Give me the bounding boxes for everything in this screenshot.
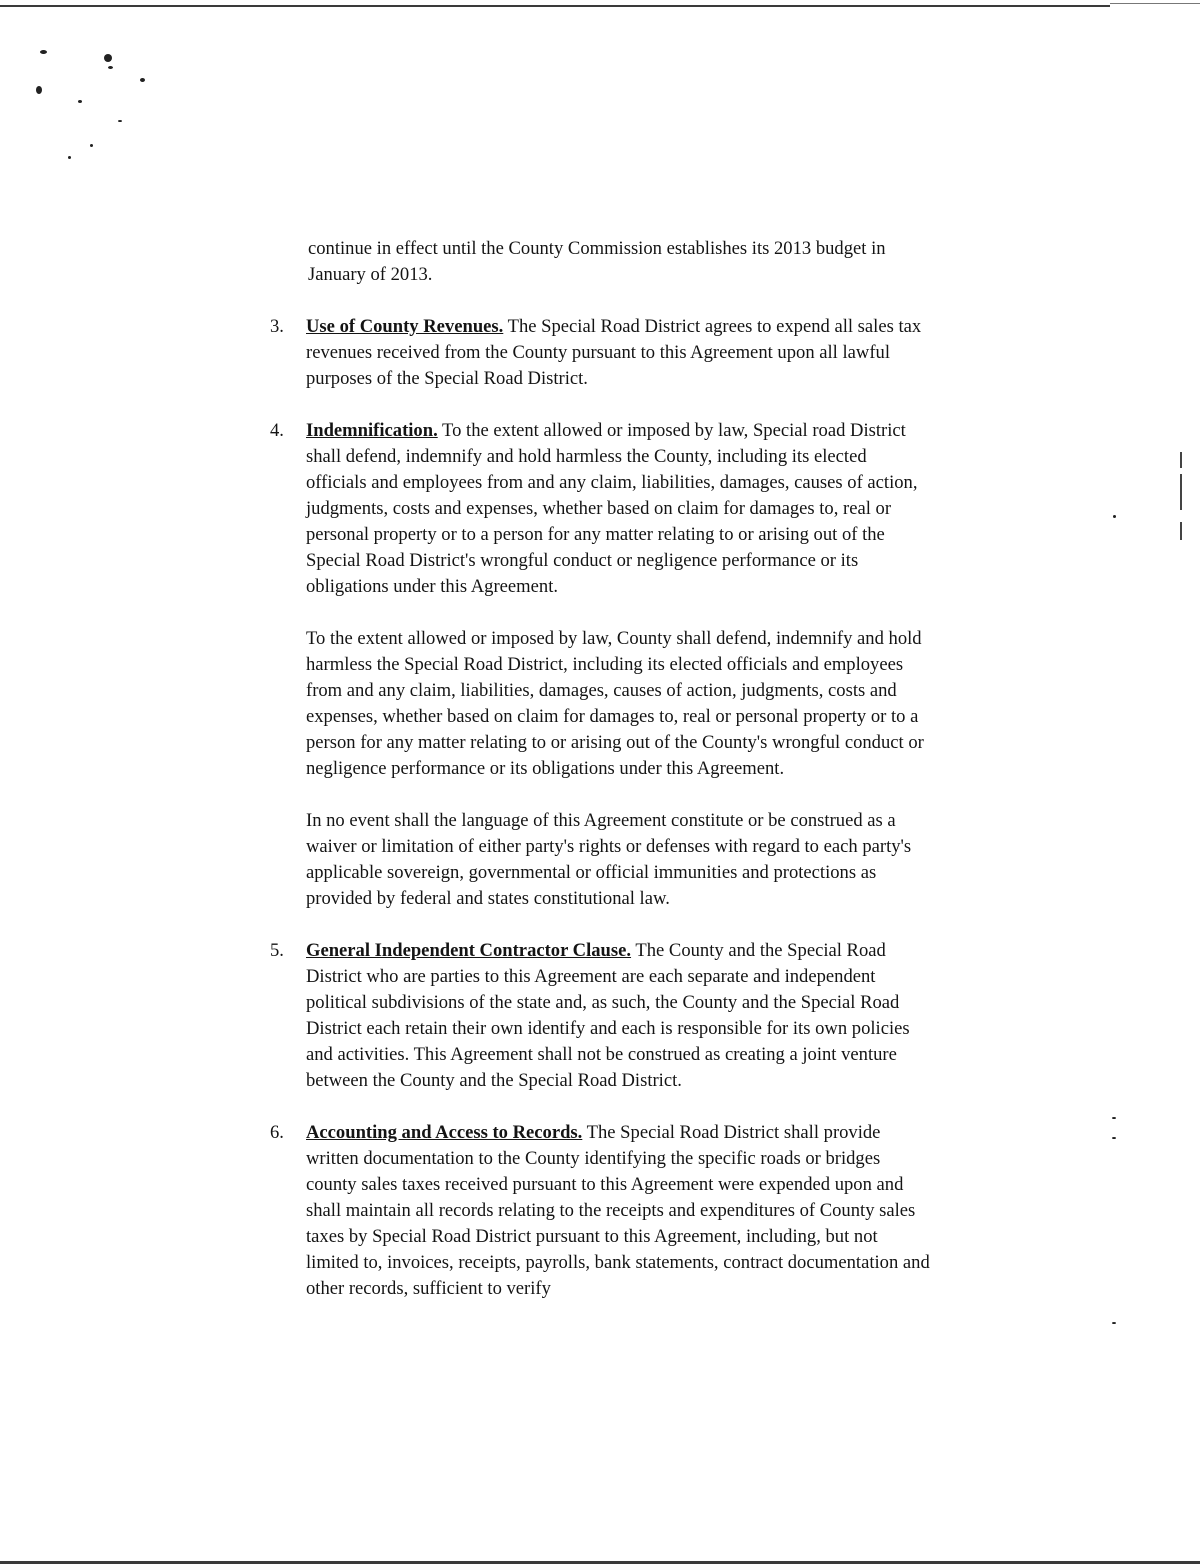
scan-speck	[36, 86, 42, 94]
scan-speck	[1112, 1322, 1116, 1324]
scan-speck	[1113, 515, 1116, 518]
section-number: 6.	[270, 1122, 284, 1143]
section-text: The Special Road District shall provide written documentation to the County identifying the specific roads or bridges county sales taxes received pursuant to this Agreement were expended upon and shall maintain all records relating to the receipts and expenditures of County sales taxes by Special Road District pursuant to this Agreement, including, but not limited to, invoices, receipts, payrolls, bank statements, contract documentation and other records, sufficient to verify	[306, 1122, 930, 1299]
scan-speck	[68, 156, 71, 159]
scan-edge-mark	[1180, 452, 1182, 468]
section-paragraph	[306, 418, 930, 600]
section-heading: Use of County Revenues.	[306, 316, 504, 337]
section-paragraph	[306, 938, 930, 1094]
scan-speck	[104, 54, 112, 62]
section-6	[270, 1120, 930, 1302]
scan-speck	[108, 66, 113, 69]
section-paragraph	[306, 1120, 930, 1302]
scan-speck	[140, 78, 145, 82]
section-4	[270, 418, 930, 912]
section-3	[270, 314, 930, 392]
section-number: 3.	[270, 316, 284, 337]
section-paragraph: In no event shall the language of this Agreement constitute or be construed as a waiver or limitation of either party's rights or defenses with regard to each party's applicable sovereign, governmental or official immunities and protections as provided by federal and states constitutional law.	[306, 810, 912, 909]
scan-border-top	[0, 5, 1110, 7]
section-5	[270, 938, 930, 1094]
section-text: The County and the Special Road District who are parties to this Agreement are each separate and independent political subdivisions of the state and, as such, the County and the Special Road District each retain their own identify and each is responsible for its own policies and activities. This Agreement shall not be construed as creating a joint venture between the County and the Special Road District.	[306, 940, 910, 1091]
scan-border-top-right	[1110, 3, 1200, 4]
section-heading: General Independent Contractor Clause.	[306, 940, 632, 961]
continuation-paragraph: continue in effect until the County Commission establishes its 2013 budget in January of 2013.	[308, 238, 886, 285]
scan-speck	[90, 144, 93, 147]
scan-edge-mark	[1180, 474, 1182, 510]
scan-edge-mark	[1180, 522, 1182, 540]
section-text: The Special Road District agrees to expend all sales tax revenues received from the County pursuant to this Agreement upon all lawful purposes of the Special Road District.	[306, 316, 922, 389]
scan-speck	[118, 120, 122, 122]
section-paragraph	[306, 314, 930, 392]
section-paragraph: To the extent allowed or imposed by law, County shall defend, indemnify and hold harmless the Special Road District, including its elected officials and employees from and any claim, liabilities, damages, causes of action, judgments, costs and expenses, whether based on claim for damages to, real or personal property or to a person for any matter relating to or arising out of the County's wrongful conduct or negligence performance or its obligations under this Agreement.	[306, 628, 924, 779]
scan-speck	[40, 50, 47, 54]
scan-speck	[78, 100, 82, 103]
scan-speck	[1112, 1137, 1116, 1139]
section-number: 4.	[270, 420, 284, 441]
scan-border-bottom	[0, 1561, 1200, 1564]
section-text: To the extent allowed or imposed by law, Special road District shall defend, indemnify and hold harmless the County, including its elected officials and employees from and any claim, liabilities, damages, causes of action, judgments, costs and expenses, whether based on claim for damages to, real or personal property or to a person for any matter relating to or arising out of the Special Road District's wrongful conduct or negligence performance or its obligations under this Agreement.	[306, 420, 918, 597]
section-heading: Accounting and Access to Records.	[306, 1122, 583, 1143]
section-number: 5.	[270, 940, 284, 961]
document-body	[270, 236, 930, 1302]
section-heading: Indemnification.	[306, 420, 438, 441]
scan-speck	[1112, 1117, 1116, 1119]
